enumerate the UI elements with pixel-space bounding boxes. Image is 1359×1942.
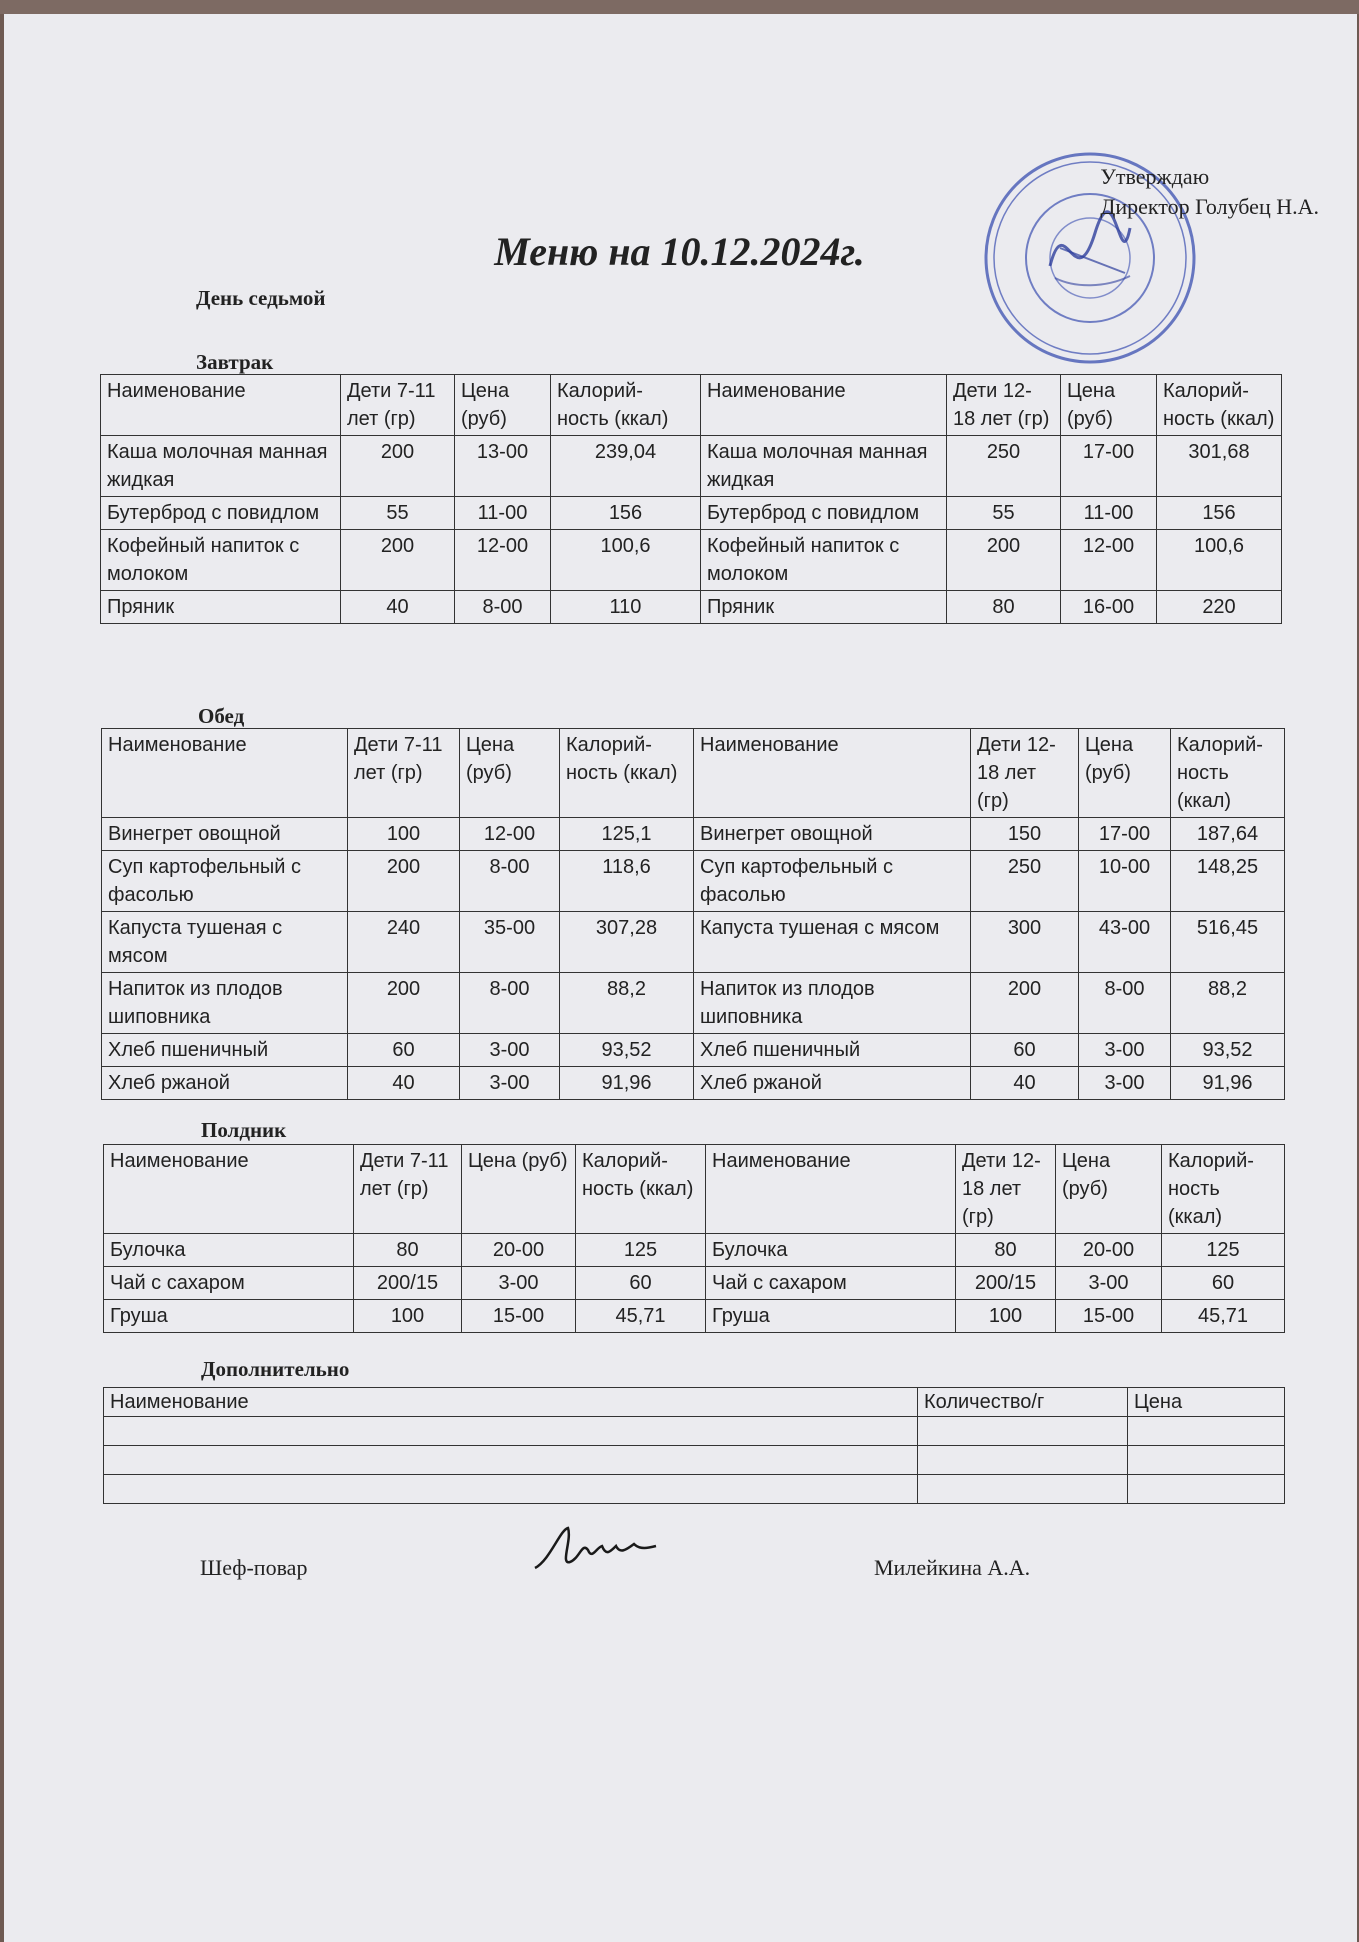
dish-name: Напиток из плодов шиповника: [102, 973, 348, 1034]
dish-name: Кофейный напиток с молоком: [101, 530, 341, 591]
calories: 45,71: [576, 1300, 706, 1333]
header-kids-7-11: Дети 7-11 лет (гр): [341, 375, 455, 436]
header-kids-7-11: Дети 7-11 лет (гр): [354, 1145, 462, 1234]
price: 13-00: [455, 436, 551, 497]
table-row: [102, 1034, 1285, 1067]
dish-name: Хлеб ржаной: [694, 1067, 971, 1100]
dish-name: Кофейный напиток с молоком: [701, 530, 947, 591]
grams: 60: [348, 1034, 460, 1067]
dish-name: Бутерброд с повидлом: [101, 497, 341, 530]
snack-label: Полдник: [201, 1118, 287, 1142]
table-header-row: [104, 1388, 1285, 1417]
grams: 40: [348, 1067, 460, 1100]
photo-background: [0, 0, 1359, 14]
dish-name: Суп картофельный с фасолью: [694, 851, 971, 912]
dish-name: Пряник: [701, 591, 947, 624]
table-row: [102, 973, 1285, 1034]
table-row: [104, 1417, 1285, 1446]
dish-name: Булочка: [104, 1234, 354, 1267]
header-quantity: Количество/г: [918, 1388, 1128, 1417]
calories: 125: [576, 1234, 706, 1267]
price: 12-00: [460, 818, 560, 851]
calories: 125,1: [560, 818, 694, 851]
price: 35-00: [460, 912, 560, 973]
grams: 55: [341, 497, 455, 530]
dish-name: Чай с сахаром: [104, 1267, 354, 1300]
header-price: Цена (руб): [462, 1145, 576, 1234]
dish-name: Винегрет овощной: [694, 818, 971, 851]
grams: 80: [956, 1234, 1056, 1267]
price: 12-00: [1061, 530, 1157, 591]
breakfast-label: Завтрак: [196, 350, 274, 374]
header-kids-7-11: Дети 7-11 лет (гр): [348, 729, 460, 818]
dish-name: Каша молочная манная жидкая: [101, 436, 341, 497]
table-row: [102, 912, 1285, 973]
price: 43-00: [1079, 912, 1171, 973]
table-row: [104, 1300, 1285, 1333]
calories: 60: [1162, 1267, 1285, 1300]
header-price: Цена (руб): [1061, 375, 1157, 436]
price: 16-00: [1061, 591, 1157, 624]
breakfast-table: [100, 374, 1282, 624]
dish-name: Булочка: [706, 1234, 956, 1267]
page-title: Меню на 10.12.2024г.: [494, 229, 865, 274]
grams: 55: [947, 497, 1061, 530]
header-price: Цена: [1128, 1388, 1285, 1417]
price: 11-00: [1061, 497, 1157, 530]
calories: 110: [551, 591, 701, 624]
calories: 45,71: [1162, 1300, 1285, 1333]
extra-table: [103, 1387, 1285, 1504]
grams: 80: [947, 591, 1061, 624]
price: 15-00: [1056, 1300, 1162, 1333]
dish-name: Хлеб ржаной: [102, 1067, 348, 1100]
header-calories: Калорий-ность (ккал): [551, 375, 701, 436]
grams: 200: [971, 973, 1079, 1034]
header-kids-12-18: Дети 12-18 лет (гр): [956, 1145, 1056, 1234]
grams: 250: [947, 436, 1061, 497]
grams: 40: [971, 1067, 1079, 1100]
calories: 91,96: [1171, 1067, 1285, 1100]
price: 8-00: [1079, 973, 1171, 1034]
dish-name: Капуста тушеная с мясом: [102, 912, 348, 973]
table-row: [102, 851, 1285, 912]
calories: 516,45: [1171, 912, 1285, 973]
calories: 156: [551, 497, 701, 530]
calories: 91,96: [560, 1067, 694, 1100]
grams: 200/15: [956, 1267, 1056, 1300]
calories: 220: [1157, 591, 1282, 624]
calories: 60: [576, 1267, 706, 1300]
dish-name: Хлеб пшеничный: [694, 1034, 971, 1067]
approval-block: [1100, 162, 1319, 222]
dish-name: Пряник: [101, 591, 341, 624]
table-header-row: [104, 1145, 1285, 1234]
calories: 93,52: [560, 1034, 694, 1067]
header-price: Цена (руб): [460, 729, 560, 818]
price: 10-00: [1079, 851, 1171, 912]
dish-name: Хлеб пшеничный: [102, 1034, 348, 1067]
day-label: День седьмой: [196, 286, 326, 310]
grams: 200: [348, 851, 460, 912]
header-calories: Калорий-ность (ккал): [1157, 375, 1282, 436]
table-row: [101, 436, 1282, 497]
header-price: Цена (руб): [1056, 1145, 1162, 1234]
table-row: [104, 1446, 1285, 1475]
price: 3-00: [1079, 1034, 1171, 1067]
header-calories: Калорий-ность (ккал): [576, 1145, 706, 1234]
calories: 88,2: [1171, 973, 1285, 1034]
lunch-table: [101, 728, 1285, 1100]
header-name: Наименование: [104, 1145, 354, 1234]
header-kids-12-18: Дети 12-18 лет (гр): [971, 729, 1079, 818]
grams: 200: [348, 973, 460, 1034]
calories: 307,28: [560, 912, 694, 973]
calories: 118,6: [560, 851, 694, 912]
table-row: [101, 530, 1282, 591]
calories: 125: [1162, 1234, 1285, 1267]
calories: 100,6: [551, 530, 701, 591]
extra-label: Дополнительно: [201, 1357, 350, 1381]
chef-name: Милейкина А.А.: [874, 1555, 1031, 1580]
header-name: Наименование: [694, 729, 971, 818]
table-row: [104, 1475, 1285, 1504]
dish-name: Каша молочная манная жидкая: [701, 436, 947, 497]
grams: 100: [348, 818, 460, 851]
calories: 88,2: [560, 973, 694, 1034]
price: 12-00: [455, 530, 551, 591]
table-row: [102, 1067, 1285, 1100]
grams: 40: [341, 591, 455, 624]
grams: 100: [354, 1300, 462, 1333]
header-name: Наименование: [102, 729, 348, 818]
dish-name: Груша: [104, 1300, 354, 1333]
header-price: Цена (руб): [1079, 729, 1171, 818]
header-price: Цена (руб): [455, 375, 551, 436]
grams: 250: [971, 851, 1079, 912]
dish-name: Суп картофельный с фасолью: [102, 851, 348, 912]
grams: 200: [341, 436, 455, 497]
table-header-row: [102, 729, 1285, 818]
calories: 100,6: [1157, 530, 1282, 591]
table-row: [104, 1267, 1285, 1300]
price: 3-00: [1056, 1267, 1162, 1300]
chef-signature: [530, 1520, 660, 1580]
price: 3-00: [462, 1267, 576, 1300]
header-name: Наименование: [701, 375, 947, 436]
header-name: Наименование: [101, 375, 341, 436]
dish-name: Винегрет овощной: [102, 818, 348, 851]
price: 8-00: [460, 973, 560, 1034]
price: 20-00: [462, 1234, 576, 1267]
price: 8-00: [455, 591, 551, 624]
table-header-row: [101, 375, 1282, 436]
price: 3-00: [1079, 1067, 1171, 1100]
table-row: [101, 591, 1282, 624]
price: 11-00: [455, 497, 551, 530]
dish-name: Груша: [706, 1300, 956, 1333]
table-row: [101, 497, 1282, 530]
calories: 187,64: [1171, 818, 1285, 851]
grams: 200/15: [354, 1267, 462, 1300]
price: 15-00: [462, 1300, 576, 1333]
dish-name: Бутерброд с повидлом: [701, 497, 947, 530]
calories: 148,25: [1171, 851, 1285, 912]
snack-table: [103, 1144, 1285, 1333]
calories: 93,52: [1171, 1034, 1285, 1067]
header-name: Наименование: [706, 1145, 956, 1234]
grams: 60: [971, 1034, 1079, 1067]
calories: 156: [1157, 497, 1282, 530]
chef-label: Шеф-повар: [200, 1555, 308, 1580]
price: 3-00: [460, 1067, 560, 1100]
grams: 80: [354, 1234, 462, 1267]
header-kids-12-18: Дети 12-18 лет (гр): [947, 375, 1061, 436]
grams: 240: [348, 912, 460, 973]
grams: 200: [947, 530, 1061, 591]
header-calories: Калорий-ность (ккал): [1162, 1145, 1285, 1234]
table-row: [104, 1234, 1285, 1267]
header-name: Наименование: [104, 1388, 918, 1417]
price: 17-00: [1061, 436, 1157, 497]
grams: 200: [341, 530, 455, 591]
grams: 100: [956, 1300, 1056, 1333]
grams: 150: [971, 818, 1079, 851]
price: 17-00: [1079, 818, 1171, 851]
header-calories: Калорий-ность (ккал): [560, 729, 694, 818]
price: 3-00: [460, 1034, 560, 1067]
dish-name: Чай с сахаром: [706, 1267, 956, 1300]
lunch-label: Обед: [198, 704, 245, 728]
calories: 301,68: [1157, 436, 1282, 497]
price: 20-00: [1056, 1234, 1162, 1267]
dish-name: Капуста тушеная с мясом: [694, 912, 971, 973]
header-calories: Калорий-ность (ккал): [1171, 729, 1285, 818]
approval-line-1: Утверждаю: [1100, 164, 1210, 189]
calories: 239,04: [551, 436, 701, 497]
price: 8-00: [460, 851, 560, 912]
approval-line-2: Директор Голубец Н.А.: [1100, 194, 1319, 219]
table-row: [102, 818, 1285, 851]
dish-name: Напиток из плодов шиповника: [694, 973, 971, 1034]
grams: 300: [971, 912, 1079, 973]
